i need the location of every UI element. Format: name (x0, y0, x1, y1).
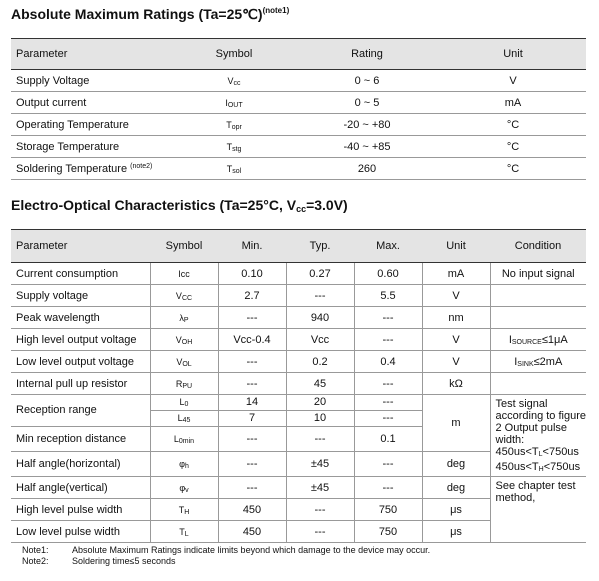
symbol-sub: CC (181, 294, 193, 302)
symbol-cell (150, 499, 218, 521)
table-row (11, 307, 586, 329)
rating-cell: 0 ~ 6 (294, 70, 440, 92)
symbol-text: T (226, 163, 233, 174)
symbol-text: R (175, 378, 183, 389)
param-label: Output current (16, 96, 87, 109)
symbol-text: V (175, 290, 182, 301)
param-cell: High level pulse width (11, 499, 150, 521)
condition-cell (490, 329, 586, 351)
typ-cell: 0.2 (286, 351, 354, 373)
symbol-cell (150, 521, 218, 543)
max-cell: 0.4 (354, 351, 422, 373)
symbol-sub: v (185, 486, 189, 494)
max-cell: --- (354, 451, 422, 476)
typ-cell: ±45 (286, 477, 354, 499)
param-cell (11, 136, 174, 158)
min-cell: 7 (218, 410, 286, 426)
cond-th-pre: 450us<T (495, 461, 539, 473)
unit-cell: m (422, 395, 490, 452)
min-cell: 0.10 (218, 263, 286, 285)
param-cell: Half angle(horizontal) (11, 451, 150, 476)
table-row (11, 92, 586, 114)
param-cell: Current consumption (11, 263, 150, 285)
eo-header-parameter: Parameter (11, 230, 150, 263)
max-cell: --- (354, 373, 422, 395)
param-cell: Reception range (11, 395, 150, 427)
symbol-cell (150, 351, 218, 373)
abs-max-header-rating: Rating (294, 39, 440, 70)
unit-cell: mA (422, 263, 490, 285)
cond-th (496, 461, 581, 473)
symbol-text: V (176, 356, 183, 367)
min-cell: Vcc-0.4 (218, 329, 286, 351)
param-cell (11, 158, 174, 180)
symbol-cell (150, 307, 218, 329)
table-row (11, 373, 586, 395)
param-cell (11, 92, 174, 114)
table-row (11, 114, 586, 136)
max-cell: 0.60 (354, 263, 422, 285)
param-cell (11, 70, 174, 92)
symbol-cell (150, 373, 218, 395)
symbol-text: L (173, 433, 179, 444)
abs-max-title (11, 6, 289, 23)
table-row (11, 158, 586, 180)
table-row (11, 263, 586, 285)
param-cell: Min reception distance (11, 426, 150, 451)
min-cell: 450 (218, 499, 286, 521)
min-cell: --- (218, 451, 286, 476)
symbol-sub: 0min (178, 437, 195, 445)
symbol-text: φ (179, 458, 185, 469)
symbol-cell (174, 114, 294, 136)
min-cell: --- (218, 351, 286, 373)
symbol-cell (150, 285, 218, 307)
param-label: Storage Temperature (16, 140, 120, 153)
table-row (11, 395, 586, 411)
symbol-cell (150, 477, 218, 499)
unit-cell: deg (422, 451, 490, 476)
typ-cell: 0.27 (286, 263, 354, 285)
abs-max-header-parameter: Parameter (11, 39, 174, 70)
typ-cell: --- (286, 426, 354, 451)
unit-cell: μs (422, 499, 490, 521)
table-row (11, 285, 586, 307)
symbol-sub: OH (181, 338, 193, 346)
max-cell: --- (354, 395, 422, 411)
cond-th-sub: H (538, 466, 544, 473)
max-cell: --- (354, 477, 422, 499)
typ-cell: 10 (286, 410, 354, 426)
rating-cell: -20 ~ +80 (294, 114, 440, 136)
typ-cell: --- (286, 499, 354, 521)
cond-tl-sub: L (538, 451, 543, 458)
max-cell: 750 (354, 499, 422, 521)
min-cell: 2.7 (218, 285, 286, 307)
cond-main: I (514, 355, 518, 368)
note-2 (22, 556, 430, 567)
cond-chapter-text: See chapter test method, (495, 480, 576, 504)
symbol-cell (174, 136, 294, 158)
typ-cell: --- (286, 521, 354, 543)
eo-title-pre: Electro-Optical Characteristics (Ta=25°C, V (11, 197, 297, 213)
min-cell: --- (218, 373, 286, 395)
cond-main: I (508, 333, 512, 346)
condition-cell-chapter (490, 477, 586, 543)
condition-cell: No input signal (490, 263, 586, 285)
cond-post: ≤1μA (541, 333, 568, 346)
abs-max-header-unit: Unit (440, 39, 586, 70)
note-text: Soldering time≤5 seconds (72, 556, 176, 566)
param-cell: Half angle(vertical) (11, 477, 150, 499)
cond-tl-pre: 450us<T (495, 446, 539, 458)
symbol-sub: sol (232, 167, 242, 175)
symbol-cell (150, 426, 218, 451)
symbol-text: V (175, 334, 182, 345)
min-cell: --- (218, 307, 286, 329)
symbol-text: T (226, 141, 233, 152)
note-label: Note1: (22, 545, 49, 555)
eo-header-symbol: Symbol (150, 230, 218, 263)
eo-title (11, 197, 348, 214)
param-label: Supply Voltage (16, 74, 90, 87)
unit-cell: °C (440, 114, 586, 136)
cond-test-text: Test signal according to figure 2 Output pulse width: (495, 398, 586, 446)
condition-cell (490, 373, 586, 395)
table-row (11, 70, 586, 92)
param-cell: Internal pull up resistor (11, 373, 150, 395)
symbol-sub: L (184, 530, 189, 538)
symbol-text: L (179, 397, 185, 408)
rating-cell: 260 (294, 158, 440, 180)
cond-th-post: <750us (543, 461, 581, 473)
symbol-sub: PU (182, 382, 193, 390)
eo-title-sub: cc (296, 204, 307, 214)
eo-header-min: Min. (218, 230, 286, 263)
symbol-sub: 0 (184, 401, 189, 409)
eo-title-post: =3.0V) (306, 197, 348, 213)
table-row (11, 329, 586, 351)
symbol-cell (150, 410, 218, 426)
symbol-cell (150, 263, 218, 285)
eo-header-unit: Unit (422, 230, 490, 263)
typ-cell: 45 (286, 373, 354, 395)
eo-header-typ: Typ. (286, 230, 354, 263)
symbol-text: Icc (178, 268, 190, 279)
typ-cell: Vcc (286, 329, 354, 351)
param-cell: Peak wavelength (11, 307, 150, 329)
unit-cell: μs (422, 521, 490, 543)
unit-cell: V (422, 329, 490, 351)
max-cell: --- (354, 410, 422, 426)
min-cell: --- (218, 426, 286, 451)
typ-cell: ±45 (286, 451, 354, 476)
condition-cell (490, 285, 586, 307)
min-cell: --- (218, 477, 286, 499)
abs-max-table (11, 38, 586, 180)
symbol-text: L (177, 413, 183, 424)
unit-cell: °C (440, 136, 586, 158)
min-cell: 450 (218, 521, 286, 543)
eo-header-max: Max. (354, 230, 422, 263)
symbol-cell (174, 158, 294, 180)
rating-cell: 0 ~ 5 (294, 92, 440, 114)
param-label: Operating Temperature (16, 118, 129, 131)
table-row (11, 477, 586, 499)
symbol-text: I (225, 97, 228, 108)
symbol-sub: OL (182, 360, 192, 368)
unit-cell: °C (440, 158, 586, 180)
note-text: Absolute Maximum Ratings indicate limits beyond which damage to the device may occur. (72, 545, 431, 555)
abs-max-title-note: (note1) (262, 6, 290, 15)
condition-cell (490, 395, 586, 477)
param-label: Soldering Temperature (16, 162, 128, 175)
eo-header-row (11, 230, 586, 263)
typ-cell: 20 (286, 395, 354, 411)
typ-cell: 940 (286, 307, 354, 329)
unit-cell: V (422, 351, 490, 373)
table-row (11, 136, 586, 158)
cond-tl (496, 446, 579, 458)
max-cell: 0.1 (354, 426, 422, 451)
symbol-cell (150, 329, 218, 351)
cond-post: ≤2mA (533, 355, 563, 368)
note-1 (22, 545, 430, 556)
footnotes (22, 545, 430, 567)
max-cell: --- (354, 307, 422, 329)
param-cell: High level output voltage (11, 329, 150, 351)
condition-cell (490, 307, 586, 329)
unit-cell: mA (440, 92, 586, 114)
symbol-sub: h (184, 462, 189, 470)
typ-cell: --- (286, 285, 354, 307)
symbol-cell (174, 70, 294, 92)
table-row (11, 351, 586, 373)
abs-max-title-text: Absolute Maximum Ratings (Ta=25℃) (11, 6, 263, 22)
symbol-text: T (179, 526, 185, 537)
rating-cell: -40 ~ +85 (294, 136, 440, 158)
cond-tl-post: <750us (542, 446, 579, 458)
max-cell: 750 (354, 521, 422, 543)
cond-sub: SINK (517, 360, 534, 368)
abs-max-header-symbol: Symbol (174, 39, 294, 70)
symbol-sub: OUT (227, 101, 243, 109)
param-cell: Low level output voltage (11, 351, 150, 373)
unit-cell: deg (422, 477, 490, 499)
max-cell: --- (354, 329, 422, 351)
unit-cell: V (422, 285, 490, 307)
symbol-cell (150, 395, 218, 411)
symbol-text: λ (179, 312, 184, 323)
symbol-text: V (227, 75, 234, 86)
symbol-sub: stg (232, 145, 242, 153)
unit-cell: kΩ (422, 373, 490, 395)
symbol-text: T (178, 504, 185, 515)
param-cell: Low level pulse width (11, 521, 150, 543)
note-label: Note2: (22, 556, 49, 566)
cond-sub: SOURCE (511, 338, 542, 346)
symbol-sub: cc (233, 79, 241, 87)
param-note: (note2) (130, 162, 153, 170)
symbol-text: φ (179, 482, 186, 493)
abs-max-header-row (11, 39, 586, 70)
symbol-text: T (226, 119, 232, 130)
symbol-sub: opr (231, 123, 242, 131)
symbol-sub: 45 (182, 417, 191, 425)
symbol-cell (150, 451, 218, 476)
param-cell (11, 114, 174, 136)
unit-cell: V (440, 70, 586, 92)
eo-header-condition: Condition (490, 230, 586, 263)
param-cell: Supply voltage (11, 285, 150, 307)
eo-table (11, 229, 586, 543)
symbol-cell (174, 92, 294, 114)
symbol-sub: P (183, 316, 189, 324)
max-cell: 5.5 (354, 285, 422, 307)
min-cell: 14 (218, 395, 286, 411)
condition-cell (490, 351, 586, 373)
unit-cell: nm (422, 307, 490, 329)
symbol-sub: H (184, 508, 190, 516)
